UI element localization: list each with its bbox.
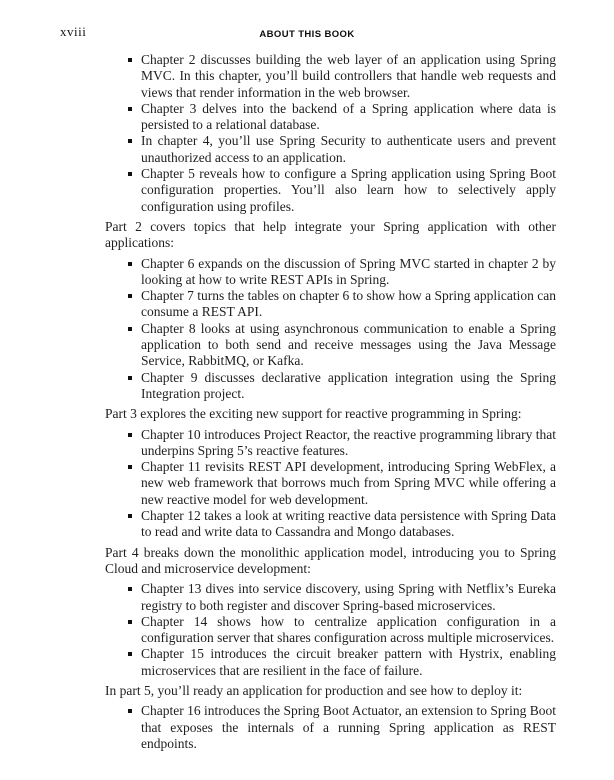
square-bullet-icon — [128, 709, 132, 713]
list-item-chapter-10 — [105, 427, 556, 460]
page-number: xviii — [60, 24, 87, 39]
bullet-text: Chapter 14 shows how to centralize application configuration in a configuration server that shares configuration across multiple microservices. — [141, 613, 556, 646]
list-item-chapter-4 — [105, 133, 556, 166]
list-item-chapter-8 — [105, 321, 556, 370]
list-item-chapter-11 — [105, 459, 556, 508]
list-item-chapter-9 — [105, 370, 556, 403]
square-bullet-icon — [128, 652, 132, 656]
list-item-chapter-15 — [105, 646, 556, 679]
list-item-chapter-5 — [105, 166, 556, 215]
square-bullet-icon — [128, 58, 132, 62]
part5-chapter-list — [105, 703, 556, 752]
running-head-title: ABOUT THIS BOOK — [259, 29, 355, 40]
bullet-text: Chapter 3 delves into the backend of a Spring application where data is persisted to a relational database. — [141, 100, 556, 133]
square-bullet-icon — [128, 620, 132, 624]
bullet-text: Chapter 8 looks at using asynchronous communication to enable a Spring application to both send and receive messages using the Java Message Service, RabbitMQ, or Kafka. — [141, 320, 556, 369]
part1-chapter-list — [105, 52, 556, 215]
part4-intro-paragraph: Part 4 breaks down the monolithic application model, introducing you to Spring Cloud and microservice development: — [105, 544, 556, 576]
bullet-text: Chapter 5 reveals how to configure a Spring application using Spring Boot configuration properties. You’ll also learn how to selectively apply configuration using profiles. — [141, 166, 556, 214]
bullet-text: Chapter 10 introduces Project Reactor, the reactive programming library that underpins Spring 5’s reactive features. — [141, 426, 556, 458]
square-bullet-icon — [128, 107, 132, 111]
bullet-text: Chapter 13 dives into service discovery, using Spring with Netflix’s Eureka registry to both register and discover Spring-based microservices. — [141, 581, 556, 613]
square-bullet-icon — [128, 172, 132, 176]
square-bullet-icon — [128, 327, 132, 331]
bullet-text: Chapter 16 introduces the Spring Boot Actuator, an extension to Spring Boot that exposes the internals of a running Spring application as REST endpoints. — [141, 703, 556, 751]
page-content — [105, 52, 556, 752]
list-item-chapter-6 — [105, 256, 556, 289]
square-bullet-icon — [128, 376, 132, 380]
square-bullet-icon — [128, 514, 132, 518]
part2-chapter-list — [105, 256, 556, 403]
part2-intro-paragraph: Part 2 covers topics that help integrate your Spring application with other applications: — [105, 218, 556, 251]
bullet-text: Chapter 7 turns the tables on chapter 6 to show how a Spring application can consume a REST API. — [141, 288, 556, 320]
list-item-chapter-7 — [105, 288, 556, 321]
part3-chapter-list — [105, 427, 556, 541]
page-header — [60, 24, 554, 40]
bullet-text: Chapter 12 takes a look at writing reactive data persistence with Spring Data to read and write data to Cassandra and Mongo databases. — [141, 508, 556, 540]
list-item-chapter-12 — [105, 508, 556, 541]
square-bullet-icon — [128, 433, 132, 437]
square-bullet-icon — [128, 294, 132, 298]
list-item-chapter-2 — [105, 52, 556, 101]
part5-intro-paragraph: In part 5, you’ll ready an application for production and see how to deploy it: — [105, 682, 523, 698]
part4-chapter-list — [105, 581, 556, 679]
square-bullet-icon — [128, 587, 132, 591]
part3-intro-paragraph: Part 3 explores the exciting new support for reactive programming in Spring: — [105, 406, 522, 422]
bullet-text: In chapter 4, you’ll use Spring Security to authenticate users and prevent unauthorized access to an application. — [141, 133, 556, 165]
bullet-text: Chapter 9 discusses declarative application integration using the Spring Integration project. — [141, 369, 556, 401]
bullet-text: Chapter 11 revisits REST API development, introducing Spring WebFlex, a new web framework that borrows much from Spring MVC while offering a new reactive model for web development. — [141, 459, 556, 507]
bullet-text: Chapter 6 expands on the discussion of Spring MVC started in chapter 2 by looking at how to write REST APIs in Spring. — [141, 255, 556, 287]
bullet-text: Chapter 15 introduces the circuit breaker pattern with Hystrix, enabling microservices that are resilient in the face of failure. — [141, 646, 556, 678]
bullet-text: Chapter 2 discusses building the web layer of an application using Spring MVC. In this chapter, you’ll build controllers that handle web requests and views that render information in the web browser. — [141, 52, 556, 100]
square-bullet-icon — [128, 465, 132, 469]
square-bullet-icon — [128, 139, 132, 143]
list-item-chapter-13 — [105, 581, 556, 614]
list-item-chapter-14 — [105, 614, 556, 647]
list-item-chapter-3 — [105, 101, 556, 134]
list-item-chapter-16 — [105, 703, 556, 752]
square-bullet-icon — [128, 262, 132, 266]
